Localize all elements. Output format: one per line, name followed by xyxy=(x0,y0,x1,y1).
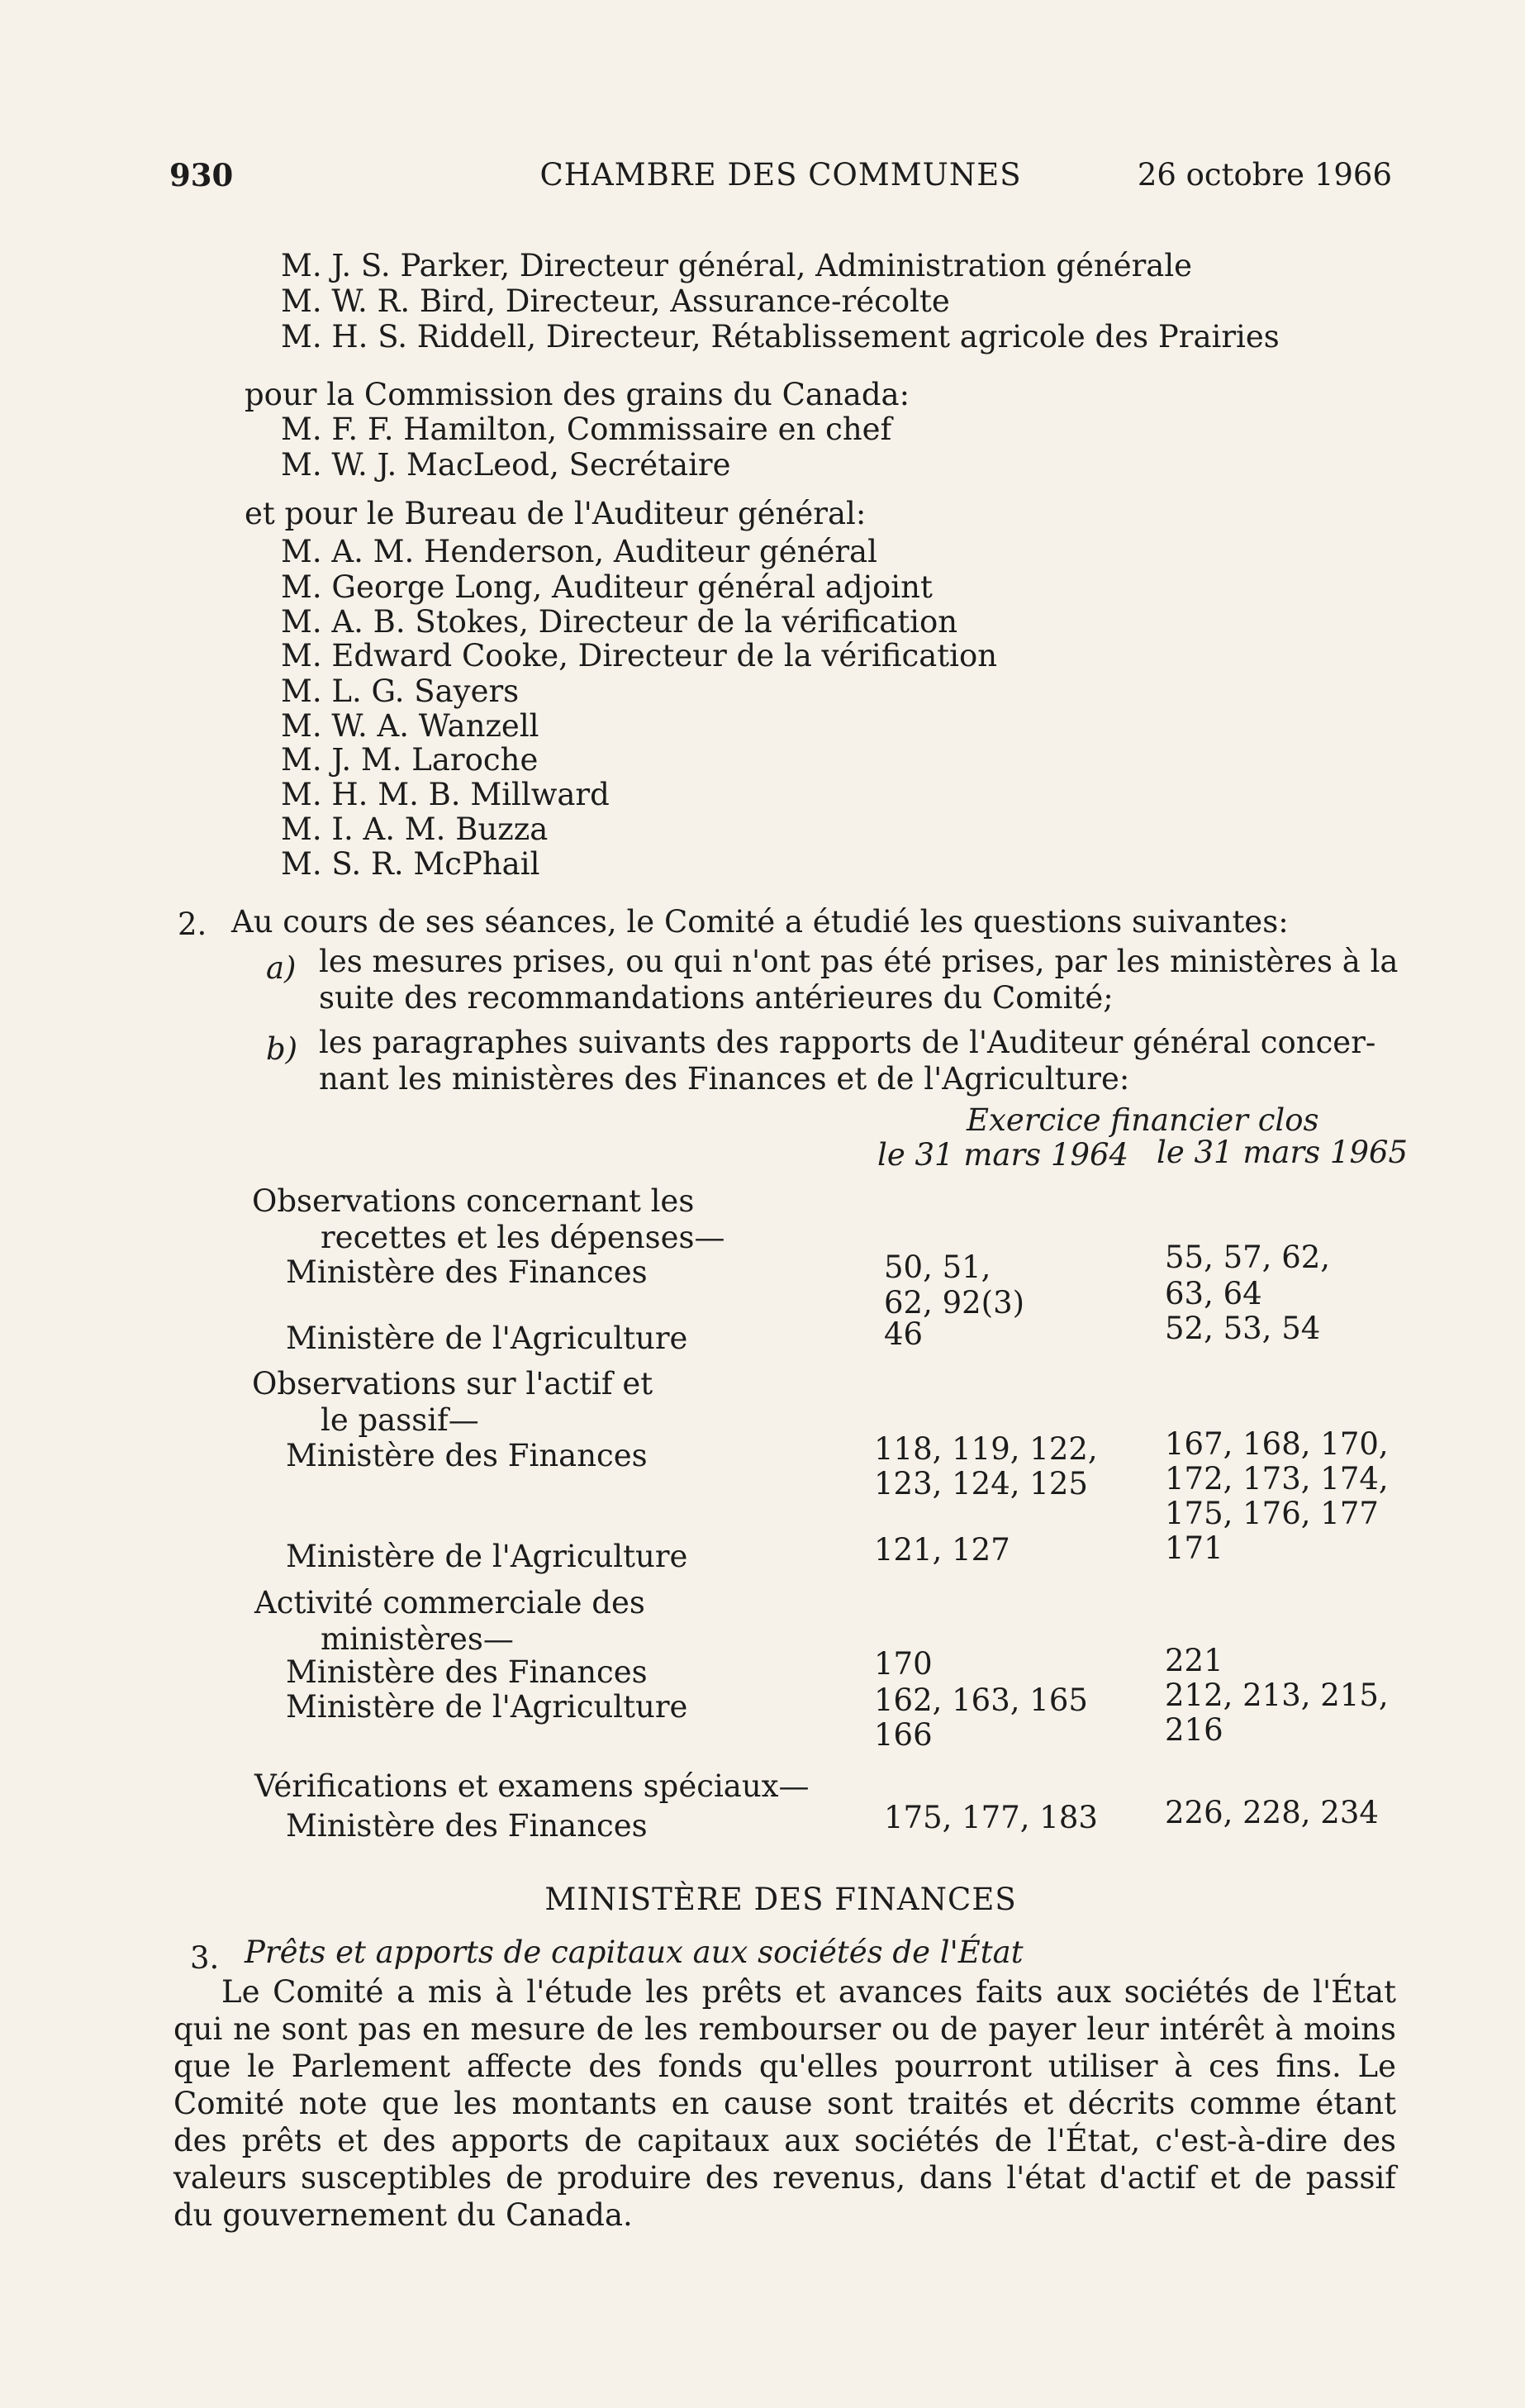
table-cell-c1: 170 xyxy=(874,1646,933,1682)
table-row-label: Observations sur l'actif et xyxy=(252,1366,653,1401)
table-cell-c2: 167, 168, 170, xyxy=(1165,1426,1389,1462)
table-cell-c2: 212, 213, 215, xyxy=(1165,1678,1389,1713)
witness-line: M. W. J. MacLeod, Secrétaire xyxy=(281,447,731,483)
item2-a-line: suite des recommandations antérieures du Comité; xyxy=(319,980,1114,1016)
witness-line: M. George Long, Auditeur général adjoint xyxy=(281,569,933,605)
witness-line: M. S. R. McPhail xyxy=(281,846,540,882)
table-cell-c1: 162, 163, 165 xyxy=(874,1682,1088,1718)
table-row-label: recettes et les dépenses— xyxy=(321,1220,725,1255)
table-cell-c1: 62, 92(3) xyxy=(884,1285,1025,1321)
table-cell-c1: 121, 127 xyxy=(874,1532,1010,1568)
witness-line: M. A. B. Stokes, Directeur de la vérification xyxy=(281,604,958,640)
table-row-label: Observations concernant les xyxy=(252,1183,695,1219)
table-row-label: Vérifications et examens spéciaux— xyxy=(254,1768,810,1804)
header-date: 26 octobre 1966 xyxy=(1137,157,1392,193)
table-row-label: Activité commerciale des xyxy=(254,1585,645,1620)
item2-a-label: a) xyxy=(266,950,297,986)
witness-line: M. F. F. Hamilton, Commissaire en chef xyxy=(281,412,892,447)
grain-commission-intro: pour la Commission des grains du Canada: xyxy=(245,377,910,412)
table-row-label: Ministère de l'Agriculture xyxy=(286,1321,688,1356)
table-col2-header: le 31 mars 1965 xyxy=(1157,1135,1409,1170)
table-col1-header: le 31 mars 1964 xyxy=(877,1137,1129,1173)
auditor-intro: et pour le Bureau de l'Auditeur général: xyxy=(245,496,867,531)
table-cell-c2: 175, 176, 177 xyxy=(1165,1496,1379,1531)
witness-line: M. J. M. Laroche xyxy=(281,742,539,778)
table-cell-c1: 50, 51, xyxy=(884,1249,991,1285)
witness-line: M. L. G. Sayers xyxy=(281,673,520,709)
table-row-label: Ministère de l'Agriculture xyxy=(286,1689,688,1725)
item3-paragraph xyxy=(173,1973,1396,2234)
table-cell-c2: 172, 173, 174, xyxy=(1165,1461,1389,1497)
table-cell-c2: 221 xyxy=(1165,1643,1223,1678)
item2-b-line: les paragraphes suivants des rapports de l'Auditeur général concer- xyxy=(319,1025,1376,1060)
table-cell-c2: 226, 228, 234 xyxy=(1165,1795,1379,1830)
item2-text: Au cours de ses séances, le Comité a étudié les questions suivantes: xyxy=(231,904,1289,940)
witness-line: M. H. S. Riddell, Directeur, Rétablissement agricole des Prairies xyxy=(281,319,1280,355)
table-cell-c1: 166 xyxy=(874,1717,933,1753)
table-cell-c1: 118, 119, 122, xyxy=(874,1431,1098,1467)
table-cell-c1: 46 xyxy=(884,1316,924,1352)
item3-number: 3. xyxy=(190,1940,220,1976)
witness-line: M. I. A. M. Buzza xyxy=(281,811,549,847)
table-cell-c2: 171 xyxy=(1165,1530,1223,1566)
table-cell-c2: 216 xyxy=(1165,1712,1223,1748)
witness-line: M. W. R. Bird, Directeur, Assurance-récolte xyxy=(281,283,950,319)
table-row-label: Ministère des Finances xyxy=(286,1808,648,1844)
header-title: CHAMBRE DES COMMUNES xyxy=(539,157,1022,193)
witness-line: M. W. A. Wanzell xyxy=(281,708,539,744)
table-row-label: ministères— xyxy=(321,1621,514,1657)
table-cell-c1: 175, 177, 183 xyxy=(884,1800,1098,1835)
table-cell-c2: 52, 53, 54 xyxy=(1165,1311,1321,1346)
page-header xyxy=(169,157,1392,198)
witness-line: M. J. S. Parker, Directeur général, Administration générale xyxy=(281,248,1193,283)
table-row-label: le passif— xyxy=(321,1402,479,1438)
table-header-top: Exercice financier clos xyxy=(967,1102,1319,1138)
item2-b-label: b) xyxy=(266,1031,298,1067)
item2-number: 2. xyxy=(178,907,207,942)
item2-a-line: les mesures prises, ou qui n'ont pas été prises, par les ministères à la xyxy=(319,944,1399,979)
section-title: MINISTÈRE DES FINANCES xyxy=(544,1882,1017,1917)
item3-paragraph-text: Le Comité a mis à l'étude les prêts et avances faits aux sociétés de l'État qui ne sont pas en mesure de les rembourser ou de payer leur intérêt à moins que le Parlement affecte des fonds qu'elles pourront utiliser à ces fins. Le Comité note que les montants en cause sont traités et décrits comme étant des prêts et des apports de capitaux aux sociétés de l'État, c'est-à-dire des valeurs susceptibles de produire des revenus, dans l'état d'actif et de passif du gouvernement du Canada. xyxy=(173,1974,1396,2233)
table-row-label: Ministère de l'Agriculture xyxy=(286,1539,688,1574)
table-row-label: Ministère des Finances xyxy=(286,1438,648,1473)
witness-line: M. Edward Cooke, Directeur de la vérification xyxy=(281,638,998,673)
item2-b-line: nant les ministères des Finances et de l'Agriculture: xyxy=(319,1061,1130,1097)
witness-line: M. H. M. B. Millward xyxy=(281,777,610,812)
table-row-label: Ministère des Finances xyxy=(286,1254,648,1290)
page-number: 930 xyxy=(169,157,234,193)
table-cell-c1: 123, 124, 125 xyxy=(874,1466,1088,1501)
table-cell-c2: 55, 57, 62, xyxy=(1165,1240,1331,1275)
table-row-label: Ministère des Finances xyxy=(286,1654,648,1690)
table-cell-c2: 63, 64 xyxy=(1165,1276,1262,1311)
item3-heading: Prêts et apports de capitaux aux sociétés de l'État xyxy=(245,1934,1024,1970)
witness-line: M. A. M. Henderson, Auditeur général xyxy=(281,534,877,569)
